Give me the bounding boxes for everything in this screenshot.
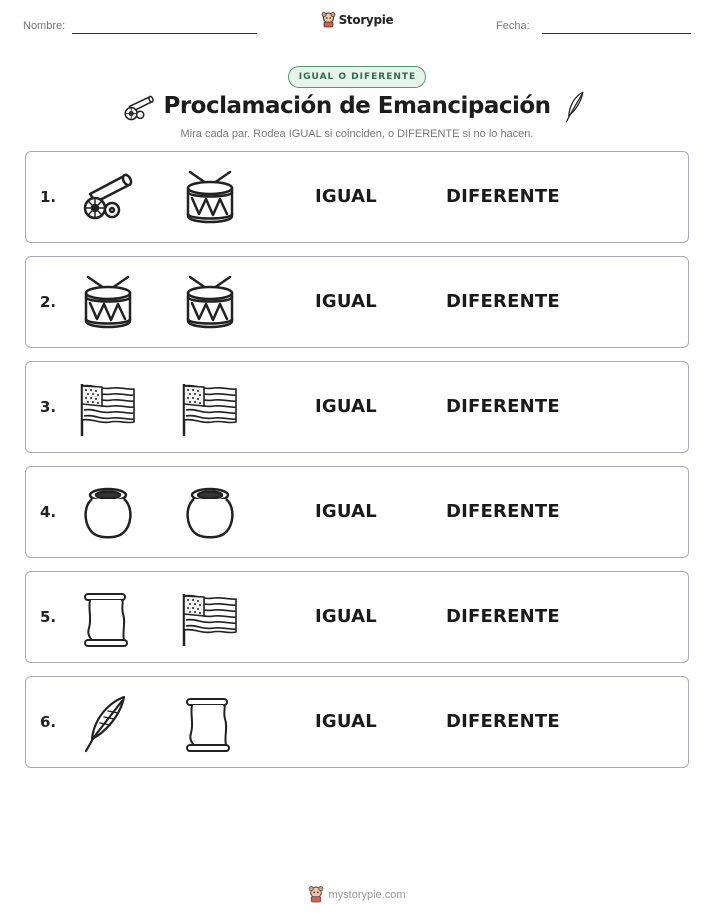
same-option[interactable]: IGUAL — [315, 291, 377, 312]
different-option[interactable]: DIFERENTE — [446, 711, 560, 732]
flag-icon — [180, 588, 240, 648]
footer — [0, 886, 714, 903]
question-row — [25, 676, 689, 768]
different-option[interactable]: DIFERENTE — [446, 501, 560, 522]
question-row — [25, 361, 689, 453]
activity-badge: IGUAL O DIFERENTE — [288, 66, 426, 88]
brand-name: Storypie — [338, 13, 394, 27]
pot-icon — [78, 483, 138, 543]
question-row — [25, 571, 689, 663]
footer-url: mystorypie.com — [328, 888, 406, 901]
drum-icon — [180, 168, 240, 228]
different-option[interactable]: DIFERENTE — [446, 186, 560, 207]
storypie-mascot-icon — [308, 886, 324, 903]
name-label: Nombre: — [23, 20, 66, 32]
storypie-mascot-icon — [321, 12, 336, 28]
quill-icon — [562, 90, 588, 124]
flag-icon — [180, 378, 240, 438]
same-option[interactable]: IGUAL — [315, 711, 377, 732]
drum-icon — [180, 273, 240, 333]
flag-icon — [78, 378, 138, 438]
scroll-icon — [78, 588, 138, 648]
question-number: 4. — [40, 503, 57, 521]
pot-icon — [180, 483, 240, 543]
different-option[interactable]: DIFERENTE — [446, 606, 560, 627]
question-row — [25, 256, 689, 348]
brand-logo — [0, 12, 714, 28]
name-field-line[interactable] — [72, 33, 257, 34]
instructions: Mira cada par. Rodea IGUAL si coinciden, o DIFERENTE si no lo hacen. — [180, 128, 534, 140]
question-number: 5. — [40, 608, 57, 626]
question-number: 6. — [40, 713, 57, 731]
same-option[interactable]: IGUAL — [315, 606, 377, 627]
different-option[interactable]: DIFERENTE — [446, 396, 560, 417]
question-number: 2. — [40, 293, 57, 311]
question-row — [25, 466, 689, 558]
scroll-icon — [180, 693, 240, 753]
question-number: 3. — [40, 398, 57, 416]
date-field-line[interactable] — [542, 33, 691, 34]
same-option[interactable]: IGUAL — [315, 186, 377, 207]
page-title: Proclamación de Emancipación — [163, 93, 551, 119]
question-number: 1. — [40, 188, 57, 206]
drum-icon — [78, 273, 138, 333]
quill-icon — [78, 693, 138, 753]
cannon-icon — [78, 168, 138, 228]
same-option[interactable]: IGUAL — [315, 501, 377, 522]
date-label: Fecha: — [496, 20, 530, 32]
same-option[interactable]: IGUAL — [315, 396, 377, 417]
question-row — [25, 151, 689, 243]
different-option[interactable]: DIFERENTE — [446, 291, 560, 312]
